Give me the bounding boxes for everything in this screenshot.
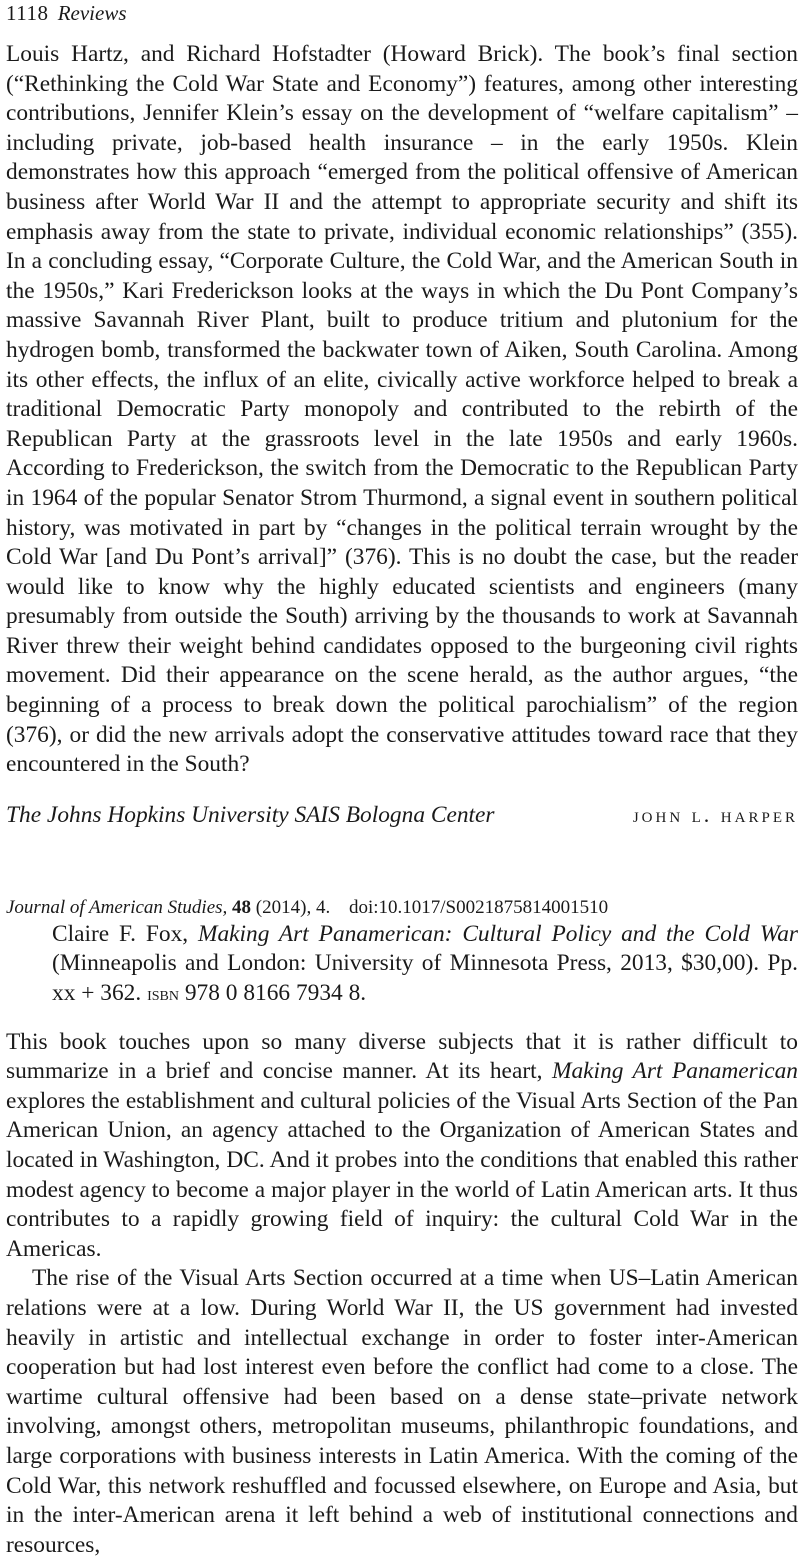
section-title: Reviews (57, 1, 127, 25)
book-title: Making Art Panamerican: Cultural Policy and the Cold War (198, 920, 798, 947)
isbn-label: isbn (147, 983, 179, 1006)
review-paragraph-1-a: This book touches upon so many diverse subjects that it is rather difficult to summarize in a brief and concise manner. At its heart, (6, 1028, 798, 1085)
journal-volume: 48 (232, 896, 252, 918)
book-publication: (Minneapolis and London: University of Minnesota Press, 2013, $30,00). Pp. xx + 362. (52, 950, 798, 1007)
reviewer-affiliation: The Johns Hopkins University SAIS Bologna Center (6, 801, 495, 828)
book-author: Claire F. Fox, (52, 920, 189, 947)
reviewer-name: john l. harper (632, 801, 798, 827)
previous-review-paragraph: Louis Hartz, and Richard Hofstadter (Howard Brick). The book’s final section (“Rethinking the Cold War State and Economy”) features, among other interesting contributions, Jennifer Klein’s essay on the development of “welfare capitalism” – including private, job-based health insurance – in the early 1950s. Klein demonstrates how this approach “emerged from the political offensive of American business after World War II and the attempt to appropriate security and shift its emphasis away from the state to private, individual economic relationships” (355). In a concluding essay, “Corporate Culture, the Cold War, and the American South in the 1950s,” Kari Frederickson looks at the ways in which the Du Pont Company’s massive Savannah River Plant, built to produce tritium and plutonium for the hydrogen bomb, transformed the backwater town of Aiken, South Carolina. Among its other effects, the influx of an elite, civically active workforce helped to break a traditional Democratic Party monopoly and contributed to the rebirth of the Republican Party at the grassroots level in the late 1950s and early 1960s. According to Frederickson, the switch from the Democratic to the Republican Party in 1964 of the popular Senator Strom Thurmond, a signal event in southern political history, was motivated in part by “changes in the political terrain wrought by the Cold War [and Du Pont’s arrival]” (376). This is no doubt the case, but the reader would like to know why the highly educated scientists and engineers (many presumably from outside the South) arriving by the thousands to work at Savannah River threw their weight behind candidates opposed to the burgeoning civil rights movement. Did their appearance on the scene herald, as the author argues, “the beginning of a process to break down the political parochialism” of the region (376), or did the new arrivals adopt the conservative attitudes toward race that they encountered in the South? (6, 41, 798, 778)
review-paragraph-1 (6, 1028, 798, 1265)
review-paragraph-1-b: explores the establishment and cultural policies of the Visual Arts Section of the Pan American Union, an agency attached to the Organization of American States and located in Washington, DC. And it probes into the conditions that enabled this rather modest agency to become a major player in the world of Latin American arts. It thus contributes to a rapidly growing field of inquiry: the cultural Cold War in the Americas. (6, 1087, 798, 1262)
review-book-title-ref: Making Art Panamerican (552, 1058, 798, 1085)
running-head (6, 0, 798, 30)
review-signoff (6, 800, 798, 830)
review-body (6, 1028, 798, 1560)
review-paragraph-2: The rise of the Visual Arts Section occurred at a time when US–Latin American relations were at a low. During World War II, the US government had invested heavily in artistic and intellectual exchange in order to foster inter-American cooperation but had lost interest even before the conflict had come to a close. The wartime cultural offensive had been based on a dense state–private network involving, amongst others, metropolitan museums, philanthropic foundations, and large corporations with business interests in Latin America. With the coming of the Cold War, this network reshuffled and focussed elsewhere, on Europe and Asia, but in the inter-American arena it left behind a web of institutional connections and resources, (6, 1265, 798, 1558)
journal-year-issue: (2014), 4. (255, 896, 331, 918)
doi-link[interactable]: doi:10.1017/S0021875814001510 (348, 896, 609, 918)
isbn-number: 978 0 8166 7934 8. (184, 980, 367, 1007)
journal-name: Journal of American Studies, (6, 896, 228, 918)
page-number: 1118 (6, 1, 49, 25)
journal-page (6, 0, 798, 1560)
book-bibliographic-entry (52, 920, 798, 1010)
citation-line (6, 896, 798, 920)
